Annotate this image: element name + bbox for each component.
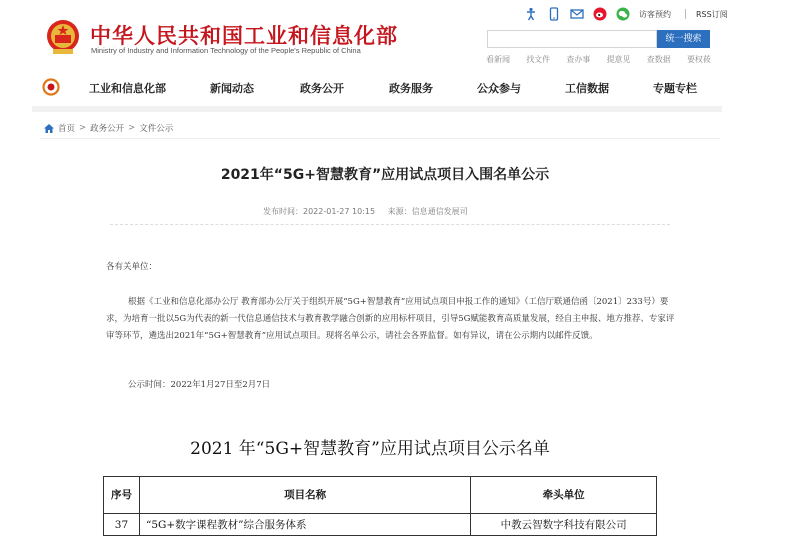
nav-item-public-participation[interactable]: 公众参与 xyxy=(477,82,521,95)
national-emblem-icon[interactable] xyxy=(46,18,80,56)
cell-project-name: “5G+数字课程教材”综合服务体系 xyxy=(139,514,470,536)
site-header xyxy=(0,0,800,72)
nav-separator xyxy=(32,106,722,112)
nav-item-miit[interactable]: 工业和信息化部 xyxy=(89,82,166,95)
quick-link-feedback[interactable]: 提意见 xyxy=(606,55,631,64)
mobile-icon[interactable] xyxy=(547,7,561,21)
article-title: 2021年“5G+智慧教育”应用试点项目入围名单公示 xyxy=(220,167,550,183)
cell-no: 37 xyxy=(104,514,140,536)
visitor-appointment-link[interactable]: 访客预约 xyxy=(639,9,671,19)
top-tools xyxy=(524,6,742,22)
nav-item-topics[interactable]: 专题专栏 xyxy=(653,82,697,95)
table-row xyxy=(104,514,657,536)
salutation: 各有关单位： xyxy=(106,262,158,272)
home-icon[interactable] xyxy=(44,124,54,133)
breadcrumb-separator: > xyxy=(128,123,136,133)
header-project-name: 项目名称 xyxy=(139,477,470,514)
nav-item-data[interactable]: 工信数据 xyxy=(565,82,609,95)
notice-period: 公示时间：2022年1月27日至2月7日 xyxy=(128,380,271,390)
article-source: 来源：信息通信发展司 xyxy=(387,207,468,216)
search-input[interactable] xyxy=(487,30,657,48)
table-header-row xyxy=(104,477,657,514)
quick-links xyxy=(486,54,711,65)
divider xyxy=(110,224,670,225)
quick-link-news[interactable]: 看新闻 xyxy=(486,55,510,64)
quick-link-data[interactable]: 查数据 xyxy=(646,55,671,64)
nav-logo-icon[interactable] xyxy=(42,78,60,96)
quick-link-files[interactable]: 找文件 xyxy=(526,55,551,64)
list-title: 2021 年“5G+智慧教育”应用试点项目公示名单 xyxy=(190,439,550,459)
breadcrumb-separator: > xyxy=(79,123,87,133)
main-nav xyxy=(40,75,700,99)
breadcrumb-gov-affairs[interactable]: 政务公开 xyxy=(90,124,125,134)
rss-link[interactable]: RSS订阅 xyxy=(696,9,728,19)
cell-lead-unit: 中教云智数字科技有限公司 xyxy=(471,514,657,536)
header-no: 序号 xyxy=(104,477,140,514)
wechat-icon[interactable] xyxy=(616,7,630,21)
accessibility-icon[interactable] xyxy=(524,7,538,21)
site-name-english: Ministry of Industry and Information Technology of the People's Republic of China xyxy=(91,46,361,55)
project-table xyxy=(103,476,657,536)
article-paragraph: 根据《工业和信息化部办公厅 教育部办公厅关于组织开展“5G+智慧教育”应用试点项目申报工作的通知》（工信厅联通信函〔2021〕233号）要求，为培育一批以5G为代表的新一代信息通信技术与教育教学融合创新的应用标杆项目，引导5G赋能教育高质量发展，经自主申报、地方推荐、专家评审等环节，遴选出2021年“5G+智慧教育”应用试点项目。现将名单公示，请社会各界监督。如有异议，请在公示期内以邮件反馈。 xyxy=(106,297,675,341)
quick-link-services[interactable]: 查办事 xyxy=(566,55,591,64)
nav-item-gov-services[interactable]: 政务服务 xyxy=(389,82,433,95)
publish-time: 发布时间：2022-01-27 10:15 xyxy=(263,207,376,216)
divider xyxy=(685,9,686,19)
unified-search-button[interactable]: 统一搜索 xyxy=(657,30,710,48)
breadcrumb-home[interactable]: 首页 xyxy=(58,124,76,134)
divider xyxy=(40,138,720,139)
weibo-icon[interactable] xyxy=(593,7,607,21)
nav-item-news[interactable]: 新闻动态 xyxy=(210,82,254,95)
site-name[interactable]: 中华人民共和国工业和信息化部 xyxy=(90,24,398,48)
article-meta xyxy=(263,206,478,217)
breadcrumb xyxy=(44,122,173,134)
breadcrumb-file-notice[interactable]: 文件公示 xyxy=(139,124,174,134)
nav-item-gov-affairs[interactable]: 政务公开 xyxy=(300,82,344,95)
header-lead-unit: 牵头单位 xyxy=(471,477,657,514)
quick-link-other[interactable]: 要权莜 xyxy=(686,55,711,64)
mail-icon[interactable] xyxy=(570,7,584,21)
